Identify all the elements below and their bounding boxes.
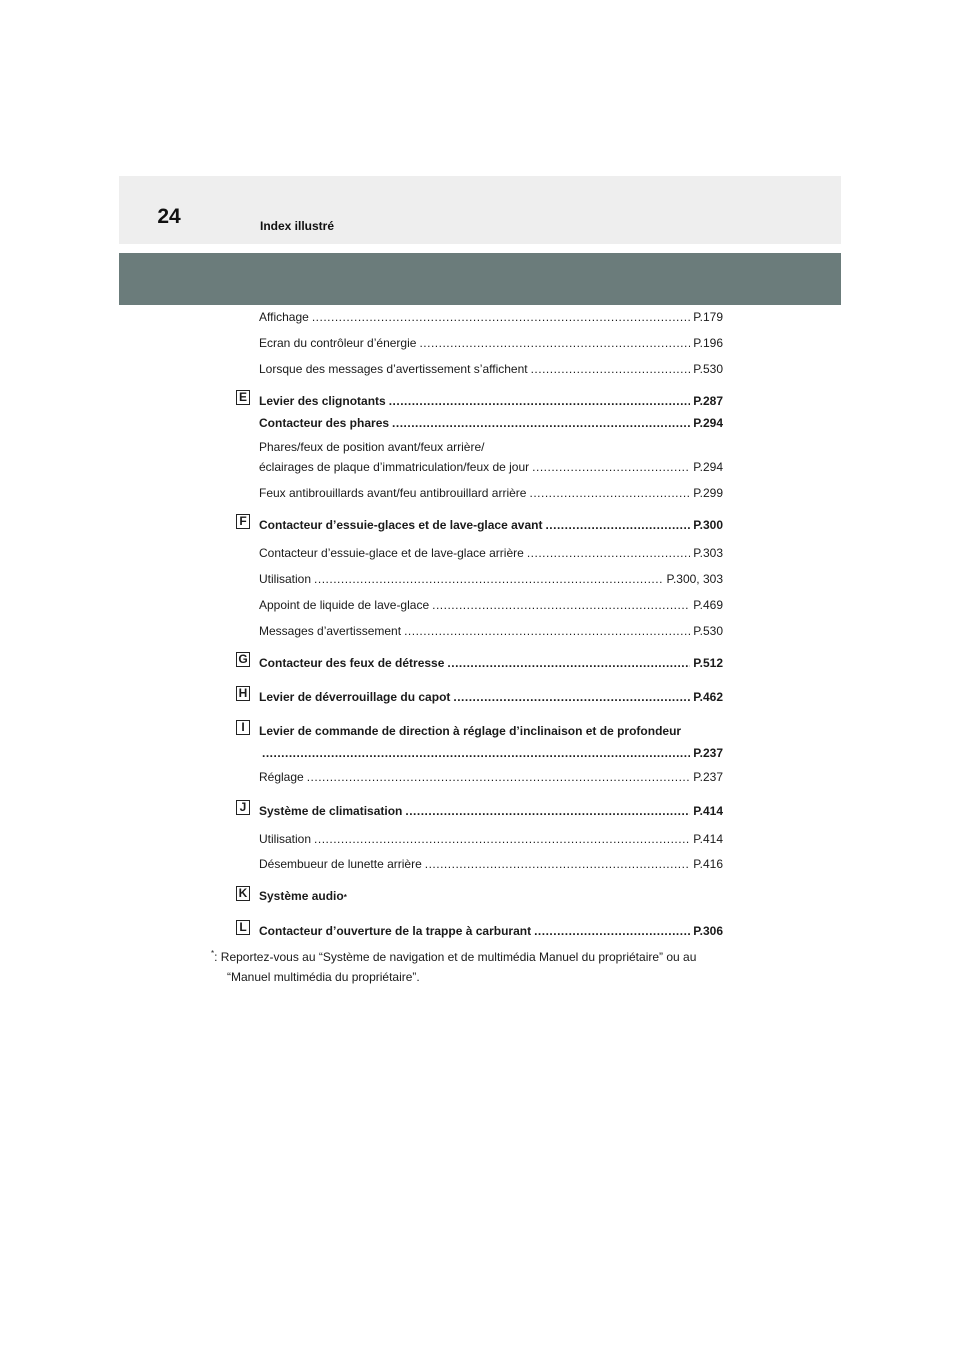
index-entry	[259, 624, 723, 638]
dot-leader	[529, 486, 690, 500]
dot-leader	[532, 460, 690, 474]
index-entry	[259, 310, 723, 324]
dot-leader	[453, 690, 690, 704]
dot-leader	[389, 394, 690, 408]
footnote-mark: *	[211, 949, 215, 958]
entry-label: Contacteur d’ouverture de la trappe à carburant	[259, 924, 532, 938]
entry-label-line1: Levier de commande de direction à réglage d’inclinaison et de profondeur	[259, 724, 682, 738]
page-number: 24	[157, 205, 181, 228]
page-reference[interactable]: P.414	[693, 804, 723, 818]
section-letter-l: L	[236, 920, 250, 935]
index-entry	[259, 518, 723, 532]
entry-label: Appoint de liquide de lave-glace	[259, 598, 430, 612]
entry-label: Levier de déverrouillage du capot	[259, 690, 451, 704]
page-reference[interactable]: P.300	[693, 518, 723, 532]
page-reference[interactable]: P.530	[693, 362, 723, 376]
footnote-text-line2: “Manuel multimédia du propriétaire”.	[227, 970, 420, 984]
dot-leader	[392, 416, 690, 430]
page-reference[interactable]: P.303	[693, 546, 723, 560]
dot-leader	[545, 518, 690, 532]
index-entry	[259, 362, 723, 376]
dot-leader	[307, 770, 690, 784]
entry-label: Système de climatisation	[259, 804, 403, 818]
index-entry	[259, 460, 723, 474]
entry-label: Réglage	[259, 770, 304, 784]
dot-leader	[527, 546, 690, 560]
page-reference[interactable]: P.414	[693, 832, 723, 846]
dot-leader	[447, 656, 690, 670]
entry-label: Système audio	[259, 889, 344, 903]
index-entry	[259, 416, 723, 430]
page-reference[interactable]: P.300, 303	[666, 572, 723, 586]
dot-leader	[432, 598, 690, 612]
dot-leader	[404, 624, 690, 638]
page-reference[interactable]: P.306	[693, 924, 723, 938]
entry-label: Désembueur de lunette arrière	[259, 857, 422, 871]
index-entry	[259, 804, 723, 818]
page-reference[interactable]: P.469	[693, 598, 723, 612]
index-entry	[259, 656, 723, 670]
index-entry	[259, 336, 723, 350]
page-reference[interactable]: P.237	[693, 746, 723, 760]
index-entry	[259, 746, 723, 760]
dot-leader	[314, 572, 663, 586]
section-letter-i: I	[236, 720, 250, 735]
index-entry	[259, 690, 723, 704]
entry-label-line1: Phares/feux de position avant/feux arrière/	[259, 440, 485, 454]
entry-label: Contacteur d’essuie-glace et de lave-glace arrière	[259, 546, 524, 560]
page-reference[interactable]: P.179	[693, 310, 723, 324]
entry-label: Utilisation	[259, 572, 312, 586]
index-entry	[259, 857, 723, 871]
entry-label: Ecran du contrôleur d’énergie	[259, 336, 417, 350]
page-reference[interactable]: P.299	[693, 486, 723, 500]
page-reference[interactable]: P.530	[693, 624, 723, 638]
index-entry	[259, 924, 723, 938]
dot-leader	[262, 746, 690, 760]
dot-leader	[531, 362, 691, 376]
index-entry	[259, 832, 723, 846]
footnote-reference: *	[343, 893, 347, 902]
entry-label: Utilisation	[259, 832, 312, 846]
index-entry	[259, 394, 723, 408]
page-reference[interactable]: P.294	[693, 460, 723, 474]
entry-label: Messages d’avertissement	[259, 624, 402, 638]
section-letter-g: G	[236, 652, 250, 667]
index-entry	[259, 770, 723, 784]
page-reference[interactable]: P.294	[693, 416, 723, 430]
entry-label: Levier des clignotants	[259, 394, 386, 408]
entry-label: Affichage	[259, 310, 309, 324]
index-entry	[259, 572, 723, 586]
footnote-text-line1: : Reportez-vous au “Système de navigation et de multimédia Manuel du propriétaire” ou au	[214, 950, 697, 964]
section-letter-e: E	[236, 390, 250, 405]
section-letter-h: H	[236, 686, 250, 701]
page-reference[interactable]: P.237	[693, 770, 723, 784]
entry-label: éclairages de plaque d’immatriculation/feux de jour	[259, 460, 530, 474]
dot-leader	[312, 310, 690, 324]
entry-label: Lorsque des messages d’avertissement s’affichent	[259, 362, 528, 376]
entry-label: Feux antibrouillards avant/feu antibrouillard arrière	[259, 486, 527, 500]
dot-leader	[425, 857, 690, 871]
dot-leader	[419, 336, 690, 350]
dot-leader	[534, 924, 690, 938]
page-reference[interactable]: P.462	[693, 690, 723, 704]
index-entry	[259, 598, 723, 612]
section-letter-f: F	[236, 514, 250, 529]
entry-label: Contacteur des feux de détresse	[259, 656, 445, 670]
footnote	[211, 944, 751, 987]
entry-label: Contacteur des phares	[259, 416, 390, 430]
dot-leader	[314, 832, 690, 846]
index-entry	[259, 486, 723, 500]
index-entry	[259, 889, 723, 905]
index-entry	[259, 546, 723, 560]
page-reference[interactable]: P.287	[693, 394, 723, 408]
section-letter-j: J	[236, 800, 250, 815]
page-reference[interactable]: P.512	[693, 656, 723, 670]
dot-leader	[405, 804, 690, 818]
page-reference[interactable]: P.196	[693, 336, 723, 350]
page-reference[interactable]: P.416	[693, 857, 723, 871]
section-letter-k: K	[236, 886, 250, 901]
entry-label: Contacteur d’essuie-glaces et de lave-glace avant	[259, 518, 543, 532]
section-title: Index illustré	[260, 219, 335, 233]
